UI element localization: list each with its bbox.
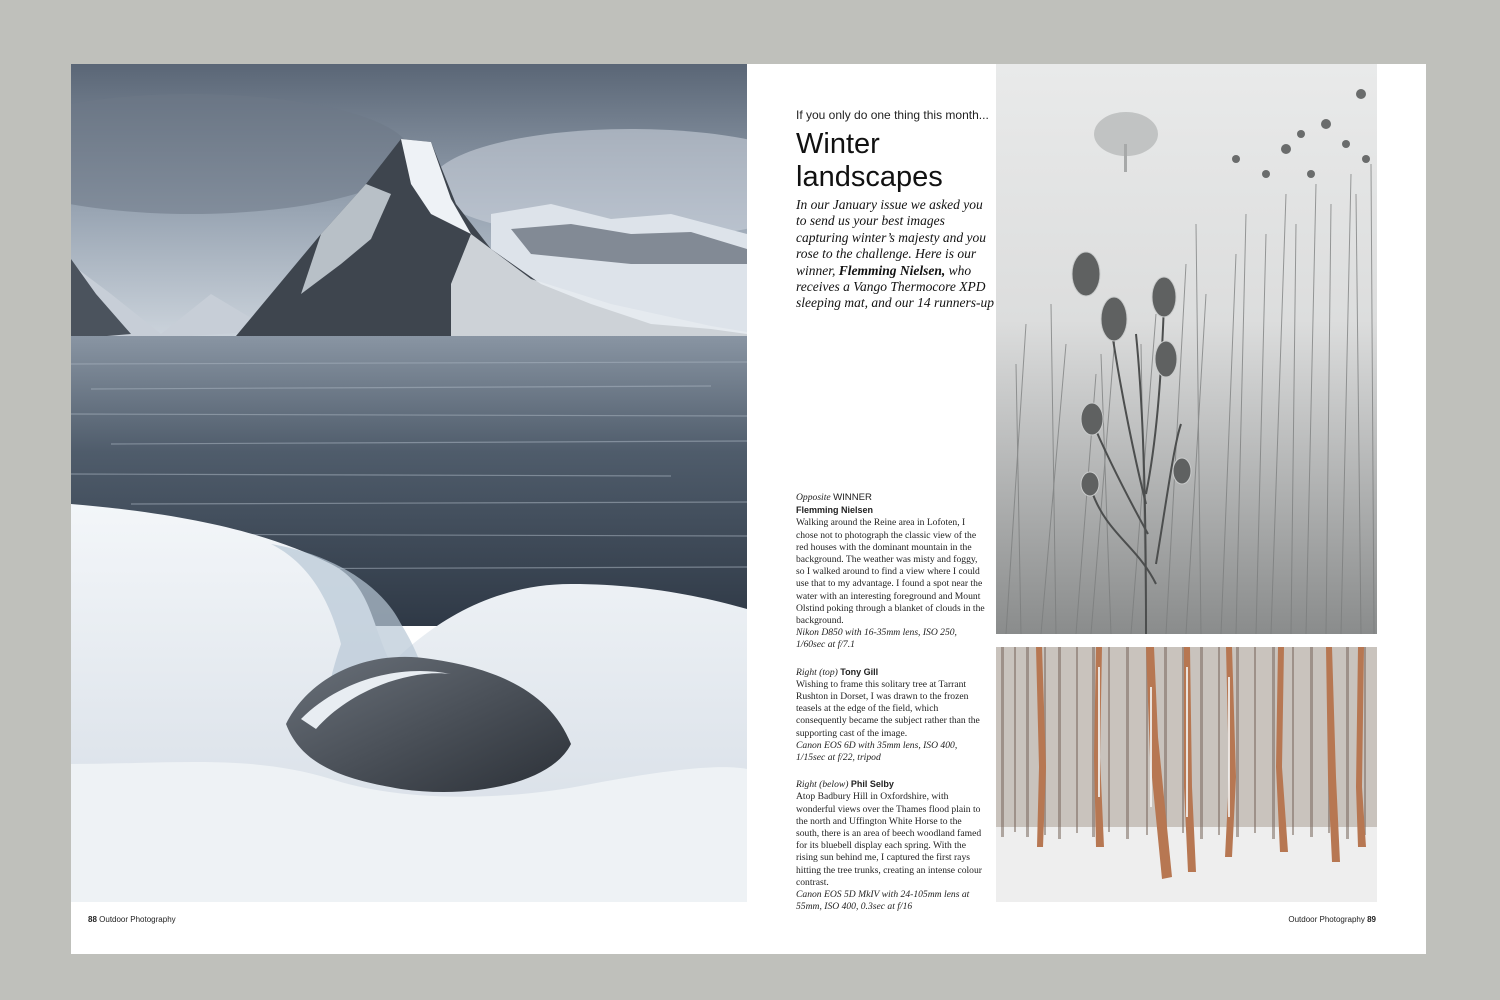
folio-left <box>88 915 176 924</box>
caption-body: Wishing to frame this solitary tree at Tarrant Rushton in Dorset, I was drawn to the frozen teasels at the edge of the field, which consequently became the subject rather than the supporting cast of the image. <box>796 678 980 739</box>
caption-tech-details: Nikon D850 with 16-35mm lens, ISO 250, 1/60sec at f/7.1 <box>796 627 957 651</box>
caption-winner <box>796 492 986 652</box>
folio-right <box>1288 915 1376 924</box>
caption-right-below <box>796 778 986 913</box>
kicker: If you only do one thing this month... <box>796 108 989 122</box>
standfirst <box>796 197 996 312</box>
magazine-spread <box>71 64 1426 954</box>
headline: Winter landscapes <box>796 128 943 193</box>
standfirst-winner-name: Flemming Nielsen, <box>838 262 946 278</box>
caption-photographer-name: Flemming Nielsen <box>796 505 874 516</box>
caption-tech-details: Canon EOS 6D with 35mm lens, ISO 400, 1/15sec at f/22, tripod <box>796 739 958 764</box>
caption-body: Walking around the Reine area in Lofoten, I chose not to photograph the classic view of the red houses with the dominant mountain in the background. The weather was misty and foggy, so I walked around to find a view where I could use that to my advantage. I found a spot near the water with an interesting foreground and Mount Olstind poking through a blanket of clouds in the background. <box>796 517 985 627</box>
caption-body: Atop Badbury Hill in Oxfordshire, with wonderful views over the Thames flood plain to the north and Uffington White Horse to the south, there is an area of beech woodland famed for its bluebell display each spring. With the rising sun behind me, I captured the first rays hitting the tree trunks, creating an intense colour contrast. <box>796 791 982 888</box>
standfirst-text: In our January issue we asked you to send us your best images capturing winter’s majesty and you rose to the challenge. Here is our winner, <box>796 197 986 278</box>
caption-position: Right (top) <box>796 666 838 678</box>
caption-right-top <box>796 666 986 765</box>
caption-position: Right (below) <box>796 779 849 791</box>
beech-woodland-photo <box>996 647 1377 902</box>
captions <box>796 492 986 928</box>
caption-award-label: WINNER <box>833 492 872 503</box>
page-number-left: 88 <box>88 915 97 924</box>
teasels-photo <box>996 64 1377 634</box>
caption-photographer-name: Phil Selby <box>850 779 894 790</box>
magazine-title-right: Outdoor Photography <box>1288 915 1365 924</box>
magazine-title-left: Outdoor Photography <box>99 915 176 924</box>
caption-photographer-name: Tony Gill <box>840 666 879 677</box>
page-number-right: 89 <box>1367 915 1376 924</box>
standfirst-text-end: who receives a Vango Thermocore XPD sleeping mat, and our 14 runners-up <box>796 262 994 311</box>
caption-position: Opposite <box>796 492 831 503</box>
winner-photo <box>71 64 747 902</box>
caption-tech-details: Canon EOS 5D MkIV with 24-105mm lens at 55mm, ISO 400, 0.3sec at f/16 <box>796 889 970 913</box>
